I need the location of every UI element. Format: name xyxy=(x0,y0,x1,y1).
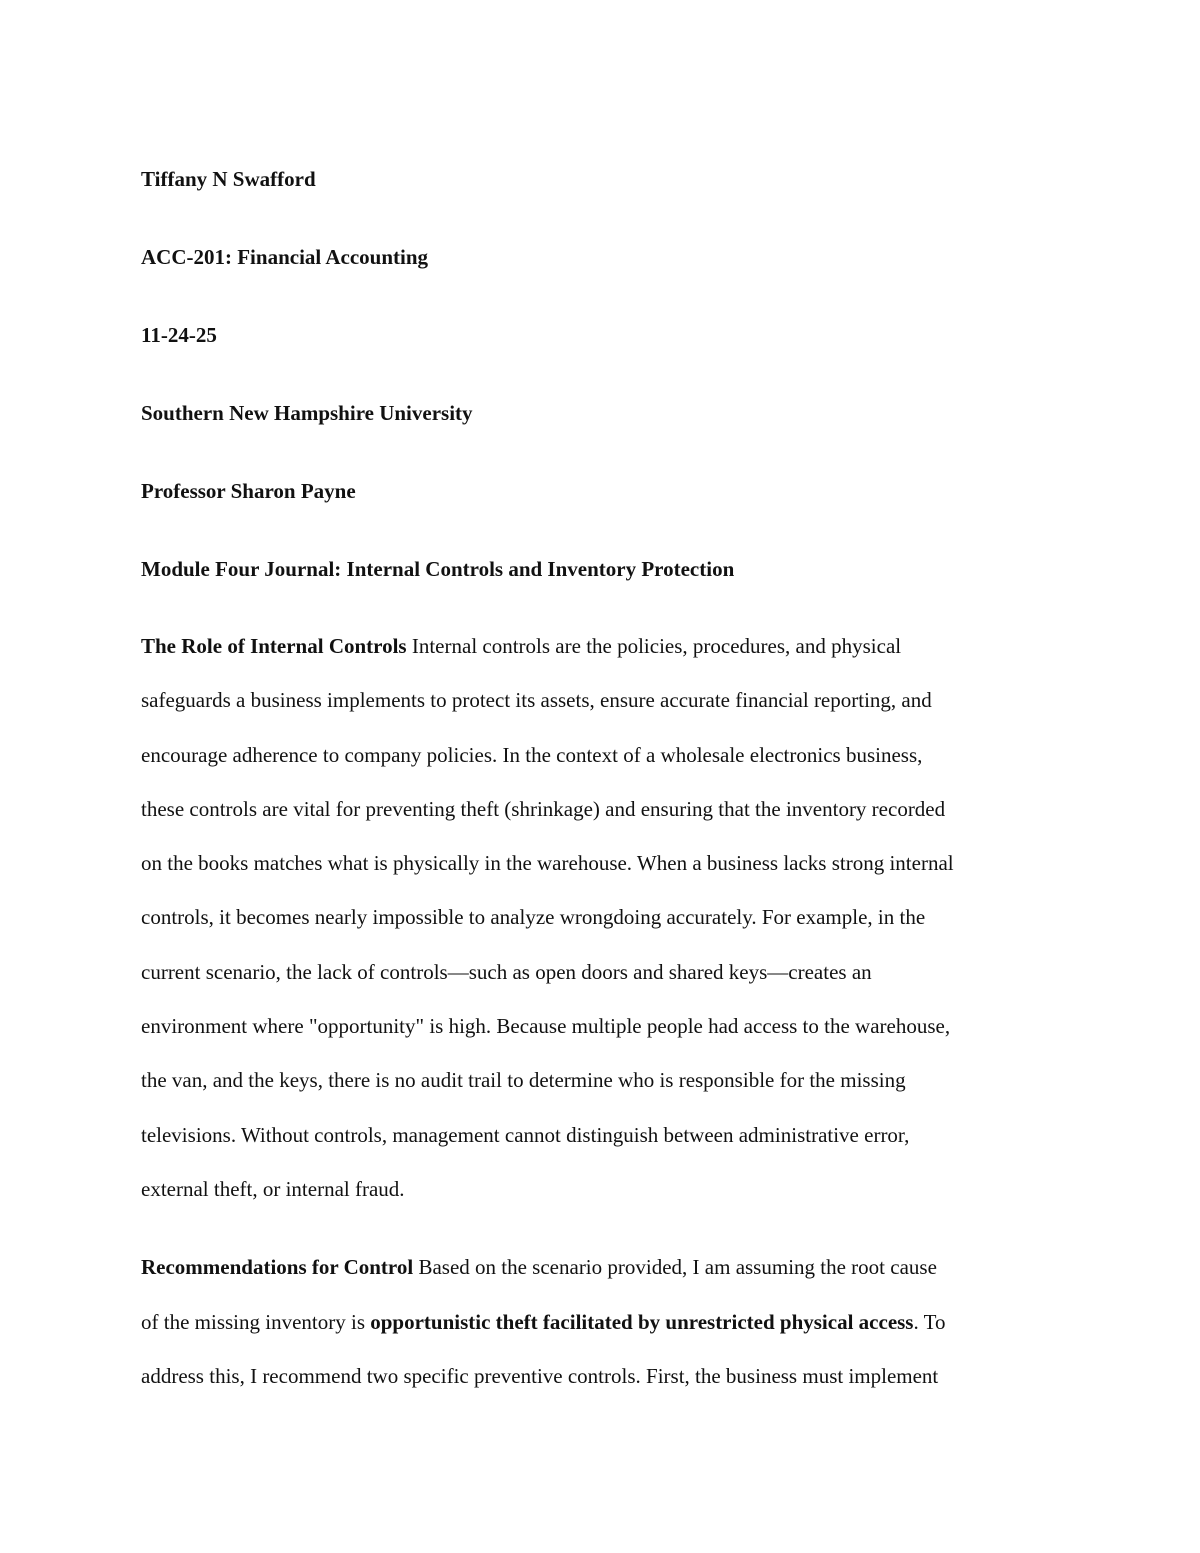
section-heading-recommendations: Recommendations for Control xyxy=(141,1255,414,1280)
paragraph-line: current scenario, the lack of controls—such as open doors and shared keys—creates an xyxy=(141,959,872,984)
document-title: Module Four Journal: Internal Controls and Inventory Protection xyxy=(141,557,735,581)
institution-name: Southern New Hampshire University xyxy=(141,401,473,425)
paragraph-line: controls, it becomes nearly impossible to analyze wrongdoing accurately. For example, in the xyxy=(141,905,926,930)
paragraph-line: encourage adherence to company policies. In the context of a wholesale electronics business, xyxy=(141,742,923,767)
author-name: Tiffany N Swafford xyxy=(141,167,316,191)
paragraph-line: The Role of Internal Controls Internal controls are the policies, procedures, and physical xyxy=(141,634,902,658)
emphasis-root-cause: opportunistic theft facilitated by unrestricted physical access xyxy=(370,1309,914,1334)
paragraph-line: the van, and the keys, there is no audit trail to determine who is responsible for the missing xyxy=(141,1068,906,1093)
paragraph-line: televisions. Without controls, management cannot distinguish between administrative error, xyxy=(141,1122,910,1147)
paragraph-line: environment where "opportunity" is high. Because multiple people had access to the warehouse, xyxy=(141,1014,951,1039)
paragraph-line: of the missing inventory is opportunistic theft facilitated by unrestricted physical access. To xyxy=(141,1309,946,1334)
section-recommendations xyxy=(141,1240,1053,1403)
document-body xyxy=(141,164,1053,1403)
course-name: ACC-201: Financial Accounting xyxy=(141,245,429,269)
paragraph-line: external theft, or internal fraud. xyxy=(141,1176,405,1201)
paragraph-line: address this, I recommend two specific preventive controls. First, the business must implement xyxy=(141,1363,939,1388)
submission-date: 11-24-25 xyxy=(141,323,217,347)
paragraph-line: on the books matches what is physically in the warehouse. When a business lacks strong internal xyxy=(141,851,954,876)
paragraph-line: Recommendations for Control Based on the scenario provided, I am assuming the root cause xyxy=(141,1255,937,1280)
section-internal-controls xyxy=(141,619,1053,1216)
section-heading-internal-controls: The Role of Internal Controls xyxy=(141,634,407,658)
paragraph-line: safeguards a business implements to protect its assets, ensure accurate financial reporting, and xyxy=(141,688,932,713)
paragraph-line: these controls are vital for preventing theft (shrinkage) and ensuring that the inventory recorded xyxy=(141,796,946,821)
professor-name: Professor Sharon Payne xyxy=(141,479,356,503)
